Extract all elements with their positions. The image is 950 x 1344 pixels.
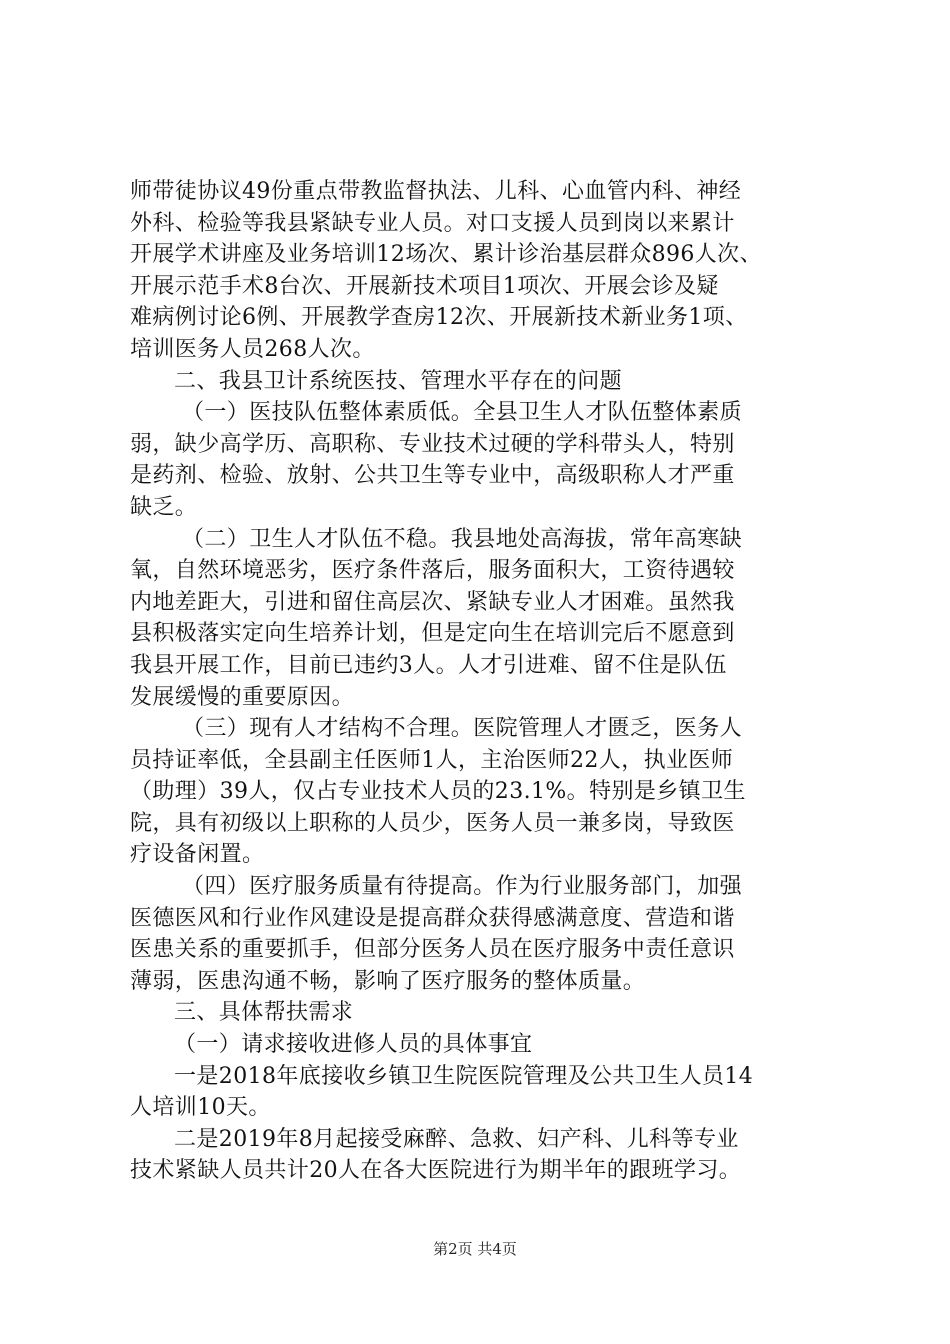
text-line: 医患关系的重要抓手，但部分医务人员在医疗服务中责任意识 [130,937,735,963]
text-line: 县积极落实定向生培养计划，但是定向生在培训完后不愿意到 [130,621,735,647]
text-line: 是药剂、检验、放射、公共卫生等专业中，高级职称人才严重 [130,463,735,489]
text-line: 缺乏。 [130,494,198,520]
text-line: 医德医风和行业作风建设是提高群众获得感满意度、营造和谐 [130,905,735,931]
text-line: （一）医技队伍整体素质低。全县卫生人才队伍整体素质 [182,400,743,426]
section-heading: 三、具体帮扶需求 [174,1000,354,1026]
subsection-heading: （一）请求接收进修人员的具体事宜 [174,1032,533,1058]
text-line: （三）现有人才结构不合理。医院管理人才匮乏，医务人 [182,716,743,742]
text-line: 氧，自然环境恶劣，医疗条件落后，服务面积大，工资待遇较 [130,558,735,584]
text-line: 外科、检验等我县紧缺专业人员。对口支援人员到岗以来累计 [130,210,735,236]
text-line: 师带徒协议49份重点带教监督执法、儿科、心血管内科、神经 [130,179,742,204]
text-line: 开展示范手术8台次、开展新技术项目1项次、开展会诊及疑 [130,273,719,299]
text-line: 一是2018年底接收乡镇卫生院医院管理及公共卫生人员14 [174,1063,754,1089]
text-line: 内地差距大，引进和留住高层次、紧缺专业人才困难。虽然我 [130,589,735,615]
text-line: 我县开展工作，目前已违约3人。人才引进难、留不住是队伍 [130,652,727,678]
text-line: 疗设备闲置。 [130,842,265,868]
page-number: 第2页 共4页 [433,1240,517,1258]
text-line: 开展学术讲座及业务培训12场次、累计诊治基层群众896人次、 [130,242,762,268]
text-line: 技术紧缺人员共计20人在各大医院进行为期半年的跟班学习。 [130,1158,742,1184]
text-line: 培训医务人员268人次。 [130,336,375,362]
text-line: （二）卫生人才队伍不稳。我县地处高海拔，常年高寒缺 [182,526,743,552]
section-heading: 二、我县卫计系统医技、管理水平存在的问题 [174,368,623,394]
text-line: 院，具有初级以上职称的人员少，医务人员一兼多岗，导致医 [130,810,735,836]
text-line: 人培训10天。 [130,1095,271,1121]
document-body [130,176,830,1187]
text-line: （助理）39人，仅占专业技术人员的23.1%。特别是乡镇卫生 [130,779,746,805]
text-line: （四）医疗服务质量有待提高。作为行业服务部门，加强 [182,874,743,900]
text-line: 弱，缺少高学历、高职称、专业技术过硬的学科带头人，特别 [130,431,735,457]
text-line: 二是2019年8月起接受麻醉、急救、妇产科、儿科等专业 [174,1126,739,1152]
text-line: 难病例讨论6例、开展教学查房12次、开展新技术新业务1项、 [130,305,748,331]
text-line: 发展缓慢的重要原因。 [130,684,355,710]
text-line: 薄弱，医患沟通不畅，影响了医疗服务的整体质量。 [130,968,646,994]
text-line: 员持证率低，全县副主任医师1人，主治医师22人，执业医师 [130,747,734,773]
